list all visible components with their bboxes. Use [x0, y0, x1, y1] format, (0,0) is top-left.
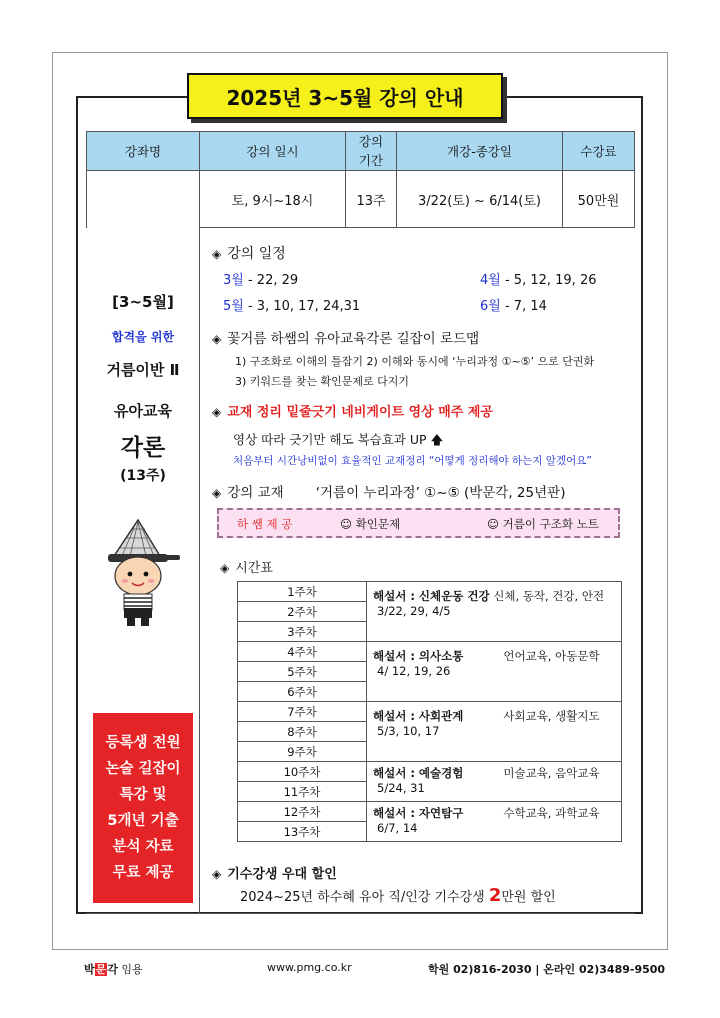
course-name: 거름이반 Ⅱ	[106, 361, 180, 379]
week-cell: 11주차	[238, 782, 367, 802]
header-course: 강좌명	[87, 132, 200, 171]
diamond-icon: ◈	[220, 561, 230, 575]
info-fee: 50만원	[563, 171, 635, 228]
column-divider	[199, 169, 200, 914]
week-cell: 4주차	[238, 642, 367, 662]
week-cell: 2주차	[238, 602, 367, 622]
course-main: 각론	[120, 435, 166, 461]
timetable-group: 해설서 : 자연탐구 수학교육, 과학교육 6/7, 14	[367, 802, 622, 842]
week-cell: 10주차	[238, 762, 367, 782]
textbook-line: ◈ 강의 교재 ‘거름이 누리과정’ ①~⑤ (박문각, 25년판)	[212, 485, 566, 501]
video-line1: 영상 따라 긋기만 해도 복습효과 UP 🡅	[233, 432, 444, 447]
header-fee: 수강료	[563, 132, 635, 171]
info-period: 13주	[346, 171, 397, 228]
promo-line: 특강 및	[119, 787, 167, 803]
info-datetime: 토, 9시~18시	[200, 171, 346, 228]
info-open-close: 3/22(토) ~ 6/14(토)	[397, 171, 563, 228]
week-cell: 8주차	[238, 722, 367, 742]
schedule-may: 5월 - 3, 10, 17, 24,31	[223, 299, 361, 314]
footer-contact: 학원 02)816-2030 | 온라인 02)3489-9500	[428, 963, 666, 976]
video-line2: 처음부터 시간낭비없이 효율적인 교재정리 “어떻게 정리해야 하는지 알겠어요”	[233, 455, 592, 467]
arrow-up-icon: 🡅	[430, 432, 444, 447]
roadmap-line1: 1) 구조화로 이해의 틀잡기 2) 이해와 동시에 ‘누리과정 ①~⑤’ 으로 단권화	[235, 355, 595, 368]
course-cell	[87, 171, 200, 228]
promo-line: 무료 제공	[112, 865, 174, 881]
provide-label: 하 쌤 제 공	[237, 517, 293, 531]
schedule-june: 6월 - 7, 14	[480, 299, 547, 314]
diamond-icon: ◈	[212, 405, 222, 419]
course-pass: 합격을 위한	[111, 330, 175, 344]
diamond-icon: ◈	[212, 247, 222, 261]
promo-box	[93, 713, 193, 903]
provide-item-notes: ☺ 거름이 구조화 노트	[487, 517, 599, 531]
week-cell: 3주차	[238, 622, 367, 642]
table-row	[238, 702, 622, 722]
week-cell: 7주차	[238, 702, 367, 722]
promo-line: 5개년 기출	[107, 813, 179, 829]
promo-line: 논술 길잡이	[105, 761, 181, 777]
week-cell: 12주차	[238, 802, 367, 822]
discount-heading: ◈ 기수강생 우대 할인	[212, 867, 337, 882]
course-weeks: (13주)	[120, 468, 166, 484]
timetable-heading: ◈ 시간표	[220, 561, 273, 576]
course-subject: 유아교육	[114, 402, 172, 420]
week-cell: 6주차	[238, 682, 367, 702]
footer-brand-logo: 박문각 임용	[84, 963, 143, 976]
course-info-table	[86, 131, 635, 228]
week-cell: 5주차	[238, 662, 367, 682]
timetable-group: 해설서 : 사회관계 사회교육, 생활지도 5/3, 10, 17	[367, 702, 622, 762]
discount-line: 2024~25년 하수혜 유아 직/인강 기수강생 2만원 할인	[240, 885, 556, 906]
timetable-group: 해설서 : 신체운동 건강 신체, 동작, 건강, 안전 3/22, 29, 4/5	[367, 582, 622, 642]
week-cell: 1주차	[238, 582, 367, 602]
page-title: 2025년 3~5월 강의 안내	[187, 73, 503, 119]
diamond-icon: ◈	[212, 867, 222, 881]
video-heading: ◈ 교재 정리 밑줄긋기 네비게이트 영상 매주 제공	[212, 405, 493, 420]
timetable-group: 해설서 : 의사소통 언어교육, 아동문학 4/ 12, 19, 26	[367, 642, 622, 702]
roadmap-line2: 3) 키워드를 찾는 확인문제로 다지기	[235, 375, 410, 388]
header-period: 강의 기간	[346, 132, 397, 171]
course-months: [3~5월]	[112, 293, 174, 311]
mascot-illustration	[100, 518, 182, 628]
schedule-march: 3월 - 22, 29	[223, 273, 299, 288]
schedule-april: 4월 - 5, 12, 19, 26	[480, 273, 597, 288]
provide-box	[217, 508, 620, 538]
header-open-close: 개강-종강일	[397, 132, 563, 171]
header-datetime: 강의 일시	[200, 132, 346, 171]
table-row	[238, 582, 622, 602]
promo-line: 분석 자료	[112, 839, 174, 855]
table-row	[238, 642, 622, 662]
roadmap-heading: ◈ 꽃거름 하쌤의 유아교육각론 길잡이 로드맵	[212, 331, 480, 347]
table-row	[238, 762, 622, 782]
bottom-rule	[86, 913, 635, 914]
timetable-group: 해설서 : 예술경험 미술교육, 음악교육 5/24, 31	[367, 762, 622, 802]
table-row	[238, 802, 622, 822]
timetable	[237, 581, 622, 842]
footer-website[interactable]: www.pmg.co.kr	[267, 961, 352, 974]
diamond-icon: ◈	[212, 486, 222, 500]
promo-line: 등록생 전원	[105, 735, 181, 751]
week-cell: 9주차	[238, 742, 367, 762]
week-cell: 13주차	[238, 822, 367, 842]
schedule-heading: ◈ 강의 일정	[212, 246, 286, 262]
provide-item-quiz: ☺ 확인문제	[340, 517, 401, 531]
diamond-icon: ◈	[212, 332, 222, 346]
